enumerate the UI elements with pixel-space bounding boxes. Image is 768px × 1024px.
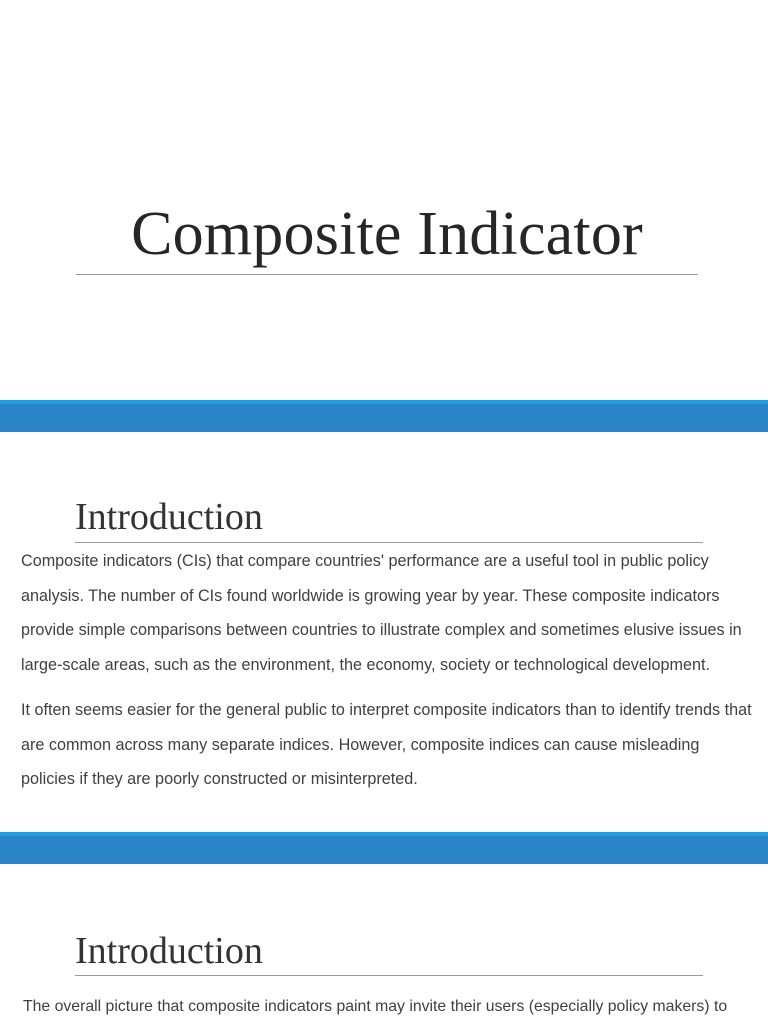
title-underline: [76, 274, 698, 275]
slide-2: [0, 432, 768, 832]
slide-3: [0, 864, 768, 1024]
section-heading: Introduction: [75, 930, 263, 972]
slide-title: Composite Indicator: [131, 200, 643, 268]
heading-underline: [75, 975, 703, 976]
heading-underline: [75, 542, 703, 543]
section-heading: Introduction: [75, 496, 263, 538]
slide-1: [0, 0, 768, 400]
slide-body: [23, 990, 758, 1024]
body-paragraph: Composite indicators (CIs) that compare countries' performance are a useful tool in public policy analysis. The number of CIs found worldwide is growing year by year. These composite indicators provide simple comparisons between countries to illustrate complex and sometimes elusive issues in large-scale areas, such as the environment, the economy, society or technological development.: [21, 552, 742, 674]
slide-body: [21, 544, 756, 797]
slide-separator: [0, 400, 768, 432]
body-paragraph: The overall picture that composite indicators paint may invite their users (especially policy makers) to: [23, 998, 728, 1015]
body-paragraph: It often seems easier for the general public to interpret composite indicators than to identify trends that are common across many separate indices. However, composite indices can cause misleading policies if they are poorly constructed or misinterpreted.: [21, 701, 752, 788]
slide-separator: [0, 832, 768, 864]
